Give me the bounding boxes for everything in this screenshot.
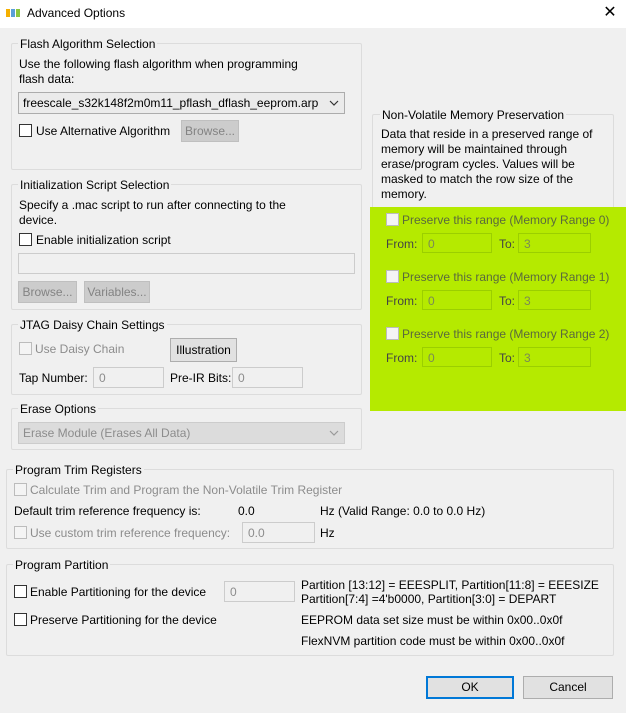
window-title: Advanced Options [27,6,126,20]
custom-trim-unit: Hz [320,526,335,540]
chevron-down-icon [329,93,339,113]
preserve-range-0-checkbox[interactable] [386,213,399,226]
init-variables-button[interactable]: Variables... [84,281,150,303]
partition-legend: Program Partition [15,558,109,572]
nxp-logo-icon [6,8,20,18]
erase-options-select[interactable] [18,422,345,444]
range-1-to-input[interactable]: 3 [518,290,591,310]
range-1-to-label: To: [499,294,516,308]
illustration-button[interactable]: Illustration [170,338,237,362]
nvm-description: Data that reside in a preserved range of memory will be maintained through erase/program cycles. Values will be masked to match the row size of the memory. [381,127,593,201]
flash-algorithm-selected: freescale_s32k148f2m0m11_pflash_dflash_eeprom.arp [23,96,319,110]
eeprom-size-note: EEPROM data set size must be within 0x00..0x0f [301,613,563,627]
preserve-range-2-label: Preserve this range (Memory Range 2) [402,327,610,341]
enable-partition-checkbox[interactable] [14,585,27,598]
flash-algorithm-description: Use the following flash algorithm when programming flash data: [19,57,298,86]
close-icon[interactable]: ✕ [603,4,617,21]
tap-number-label: Tap Number: [19,371,88,385]
flash-algorithm-legend: Flash Algorithm Selection [20,37,156,51]
calc-trim-label: Calculate Trim and Program the Non-Volatile Trim Register [30,483,343,497]
daisy-chain-label: Use Daisy Chain [35,342,125,356]
range-0-to-input[interactable]: 3 [518,233,591,253]
preserve-range-0-label: Preserve this range (Memory Range 0) [402,213,610,227]
trim-valid-range: Hz (Valid Range: 0.0 to 0.0 Hz) [320,504,486,518]
pre-ir-bits-input[interactable]: 0 [232,367,303,388]
custom-trim-checkbox[interactable] [14,526,27,539]
enable-init-script-label: Enable initialization script [36,233,171,247]
preserve-partition-label: Preserve Partitioning for the device [30,613,217,627]
default-trim-label: Default trim reference frequency is: [14,504,201,518]
custom-trim-label: Use custom trim reference frequency: [30,526,231,540]
custom-trim-input[interactable]: 0.0 [242,522,315,543]
init-script-path-input[interactable] [18,253,355,274]
trim-legend: Program Trim Registers [15,463,142,477]
partition-info-line2: Partition[7:4] =4'b0000, Partition[3:0] = DEPART [301,592,557,606]
range-1-from-input[interactable]: 0 [422,290,492,310]
range-2-to-label: To: [499,351,516,365]
flash-algorithm-select[interactable] [18,92,345,114]
range-2-from-input[interactable]: 0 [422,347,492,367]
cancel-button[interactable]: Cancel [523,676,613,699]
preserve-range-1-label: Preserve this range (Memory Range 1) [402,270,610,284]
pre-ir-bits-label: Pre-IR Bits: [170,371,232,385]
alt-algorithm-checkbox[interactable] [19,124,32,137]
title-bar [0,0,626,28]
daisy-chain-checkbox[interactable] [19,342,32,355]
range-2-from-label: From: [386,351,418,365]
range-0-from-input[interactable]: 0 [422,233,492,253]
range-2-to-input[interactable]: 3 [518,347,591,367]
flexnvm-code-note: FlexNVM partition code must be within 0x00..0x0f [301,634,565,648]
default-trim-value: 0.0 [238,504,255,518]
init-script-description: Specify a .mac script to run after connecting to the device. [19,198,286,227]
range-1-from-label: From: [386,294,418,308]
range-0-from-label: From: [386,237,418,251]
enable-partition-label: Enable Partitioning for the device [30,585,207,599]
tap-number-input[interactable]: 0 [93,367,164,388]
preserve-partition-checkbox[interactable] [14,613,27,626]
range-0-to-label: To: [499,237,516,251]
ok-button[interactable]: OK [426,676,514,699]
partition-value-input[interactable]: 0 [224,581,295,602]
preserve-range-1-checkbox[interactable] [386,270,399,283]
erase-options-selected: Erase Module (Erases All Data) [23,426,191,440]
flash-browse-button[interactable]: Browse... [181,120,239,142]
nvm-legend: Non-Volatile Memory Preservation [382,108,565,122]
init-script-legend: Initialization Script Selection [20,178,170,192]
jtag-legend: JTAG Daisy Chain Settings [20,318,165,332]
calc-trim-checkbox[interactable] [14,483,27,496]
init-browse-button[interactable]: Browse... [18,281,77,303]
alt-algorithm-label: Use Alternative Algorithm [36,124,171,138]
erase-legend: Erase Options [20,402,97,416]
preserve-range-2-checkbox[interactable] [386,327,399,340]
partition-info-line1: Partition [13:12] = EEESPLIT, Partition[11:8] = EEESIZE [301,578,599,592]
chevron-down-icon [329,423,339,443]
enable-init-script-checkbox[interactable] [19,233,32,246]
